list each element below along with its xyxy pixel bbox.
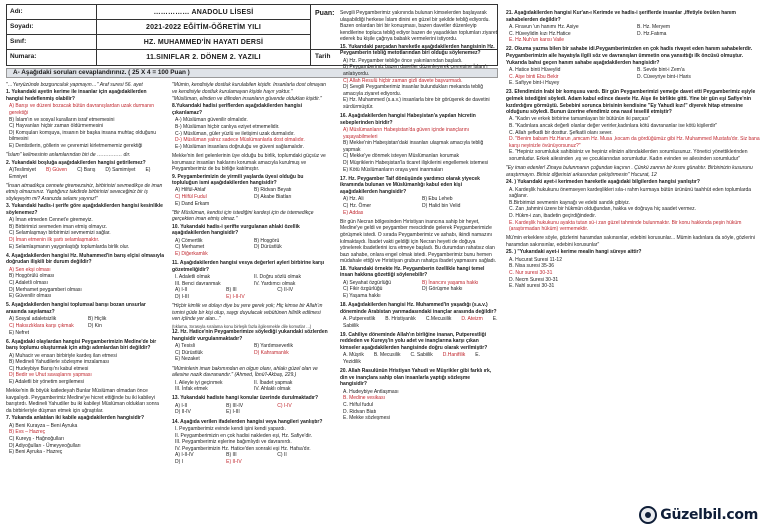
academic-year: 2021-2022 EĞİTİM-ÖĞRETİM YILI [97,20,310,35]
answer-option[interactable]: I. Adaletli olmak [175,274,211,281]
answer-option[interactable]: E. "Hepiniz sorumluluk sahibisiniz ve hepiniz elinizin altındakilerden sorumlusunuz. Yönetici yönettiklerinden sorumludur. Erkek ailesinden ,eş ve çocuklarından sorumludur. Kadın evinden ve ailesinden sorumludur" [509,149,748,163]
answer-option[interactable]: A) Barışı ve düzeni bozacak bütün davranışlardan uzak durmanın gerektiği [9,103,155,116]
answer-option[interactable]: D) II-IV [175,409,191,416]
question [172,395,330,416]
answer-option[interactable]: C) Selamlaşmayı birbirimizi sevmemizi sağlar. [9,230,111,237]
question-text: 9. Peygamberimizin de yirmili yaşlarda üyesi olduğu bu topluluğun ismi aşağıdakilerden hangisidir? [172,173,304,187]
options-inline [340,352,498,365]
question [340,332,498,366]
answer-option[interactable]: IV. Peygamberimizin Hz. Hatice'den sonraki eşi Hz. Hafsa'dır. [175,445,311,452]
answer-option[interactable]: C) Hilfül Fudul [175,194,207,201]
question-text: 5. Aşağıdakilerden hangisi toplumsal barışı bozan unsurlar arasında sayılamaz? [6,302,146,315]
answer-option[interactable]: B) Hoşgörülü olması [9,273,55,280]
answer-option[interactable]: D) Dürüstlük [254,244,282,251]
answer-option[interactable]: C) II-IV [277,287,294,294]
answer-option[interactable]: A. Hatice binti Hüveylid [509,66,561,73]
answer-option[interactable]: D. Hz.Fatıma [637,30,667,37]
question [340,10,498,111]
answer-option[interactable]: E. Kardeşlik hukukunu ayakta tutan sü-i zan güzel tahminde bulunmaktır. Bir konu hakkında peşin hüküm (araştırmadan hüküm) vermemektir. [509,219,742,233]
answer-option[interactable]: E. Yezidilik [343,352,481,366]
answer-option[interactable]: E) Addas [343,209,364,216]
question-stem: "Mümin, kendisiyle dostluk kurulabilen kişidir. İnsanlarla dost olmayan ve kendisiyle dostluk kurulamayan kişide hayır yoktur." [172,82,326,95]
answer-option[interactable]: D) Müşriklerin Habeşistan'la ticaret ilişkilerini engellemek istemesi [343,160,489,167]
answer-option[interactable]: C) Haksızlıklara karşı çıkmak [9,322,74,329]
answer-option[interactable]: E) Güvenilir olması [9,293,52,300]
name-field[interactable]: Adı: [7,5,96,20]
question [6,253,164,300]
question [6,339,164,386]
class-field[interactable]: Sınıf: [7,35,96,50]
question [172,419,330,466]
answer-option[interactable]: B. "Kadınlara ancak değerli olanlar değer verirler,kadınlara kötü davrananlar ise kötü kişilerdir" [509,123,718,130]
answer-option[interactable]: E) Nezaket [175,356,200,363]
answer-option[interactable]: A) Müslümanların Habeşistan'da güven içinde inançlarını yaşayabilmeleri [343,127,470,140]
options-list [506,116,762,162]
question [172,210,330,258]
answer-option[interactable]: E. Mekke sözleşmesi [343,415,390,422]
answer-option[interactable]: D) Merhamet peygamberi olması [9,286,82,293]
answer-option[interactable]: B) İslam'ın ve sosyal kuralların israf etmemesini [9,116,115,123]
question-text: 8.Yukarıdaki hadisi şeriflerden aşağıdakilerden hangisi çıkarılamaz? [172,103,303,116]
answer-option[interactable]: E) Emniyet [9,166,151,180]
answer-option[interactable]: C) Fikir özgürlüğü [343,286,383,293]
question-stem: Bir gün Necran bölgesinden Hıristiyan inancına sahip bir heyet, Medine'ye geldi ve peygamber mescidinde gelerek Peygamberimizle görüşmek istedi. O sırada Peygamberimiz ve ashabı, ikindi namazını kılmaktaydı. İbadet vakti geldiği için Necran heyeti de doğuya yönelerek ibadetlerini icra etmeye başladı. Bu durumdan rahatsız olan bazı sahabe, onlara engel olmak istedi. Peygamberimiz bunu hemen müdahale ettiği ve Hıristiyan grubun rahatça ibadet yapmasını sağladı. [340,218,497,265]
options-list [172,343,330,363]
options-list [6,103,164,149]
answer-option[interactable]: A) I-II [175,402,188,409]
answer-option[interactable]: C) Merhamet [175,244,205,251]
answer-option[interactable]: D) I-III [175,293,189,300]
question-extra: "Müslüman, elinden ve dilinden insanların güvende olduklan kişidir." [172,95,322,102]
question-stem: "İslam" kelimesinin anlamlarından biri de …………… dır. [6,152,131,159]
answer-option[interactable]: E) Nefret [9,329,30,336]
answer-option[interactable]: A. Firavun 'un hanımı Hz. Asiye [509,23,579,30]
options-list [6,423,164,456]
options-list [6,353,164,386]
options-list [340,280,498,300]
student-info-fields [7,5,97,65]
answer-option[interactable]: D) I [175,458,184,465]
answer-option[interactable]: C. Sabiilik [410,352,433,359]
exam-title-block [97,5,311,65]
question-stem: "Müminlerin iman bakımından en olgun olanı, ahlakı güzel olan ve ailesine nazik davranandır." (Ahmed, İbnü'l-Akbaş, 229.) [172,365,318,379]
answer-option[interactable]: D. Ateizm [461,316,483,323]
answer-option[interactable]: B-) Müslüman hiçbir canlıya eziyet etmemelidir. [175,123,280,130]
answer-option[interactable]: C) Mekke'ye dönmek isteyen Müslümanları korumak [343,153,459,160]
question [506,46,762,86]
answer-option[interactable]: IV. Ahlaklı olmak [254,386,291,393]
question [6,302,164,336]
options-list [6,217,164,250]
answer-option[interactable]: E. Hz.Nuh'un karısı Vaile [509,37,565,44]
question-text: 7. Yukarıda anlatılan iki kabile aşağıdakilerden hangisidir? [6,415,145,422]
answer-option[interactable]: D) Bedir ve Uhut savaşlarını yapması [9,372,92,379]
question [340,368,498,422]
answer-option[interactable]: E) Beni Ayruka - Hazreç [9,449,63,456]
answer-option[interactable]: B) Medineli Yahudilerle sözleşme imzalaması [9,359,110,366]
answer-option[interactable]: B) Yardımseverlik [254,343,293,350]
question [6,152,164,180]
question-text: 16. Aşağıdakilerden hangisi Habeşistan'a yapılan hicretin sebeplerinden biridir? [340,113,476,126]
options-list [506,67,762,87]
question [6,388,164,456]
column-4 [506,10,762,522]
answer-option[interactable]: E) Selamlaşmanın yaygınlaştığı toplumlarda birlik olur. [9,243,130,250]
options-grid [172,287,330,300]
answer-option[interactable]: C) Hayvanları hiçbir zaman öldürmemesini [9,123,104,130]
answer-option[interactable]: E) I-II-IV [226,293,245,300]
answer-option[interactable]: B) Güven [45,166,68,173]
question-text: 22. Okuma yazma bilen bir sahabe idi.Peygamberimizden en çok hadis rivayet eden hanım sahabelerdir. Peygamberimizin aile hayatıyla ilgili söz ve davranışları ümmetin ona yansıttığı ilk öncüsü olmuştur. Yukarıda bahsi geçen hanım sahabe aşağıdakilerden hangisidir? [506,46,753,66]
answer-option[interactable]: D) Adiyoğulları - Ümeyyeoğulları [9,442,81,449]
answer-option[interactable]: E. Safiyye bint-i Huyey [509,80,560,87]
logo-text: Güzelbil.com [660,506,758,523]
answer-option[interactable]: C) Adaletli olması [9,279,48,286]
answer-option[interactable]: A) Hz. Peygamber tebliğe önce yakınlarından başladı. [343,57,463,64]
question-text: 2. Yukarıdaki boşluğa aşağıdakilerden hangisi getirilemez? [6,159,146,166]
options-inline [6,167,164,180]
question [172,303,330,363]
answer-option[interactable]: B) III [226,287,237,294]
question-text: 10. Yukarıdaki hadis-i şerifte vurgulanan ahlaki özellik aşağıdakilerden hangisidir? [172,223,300,237]
question-stem: "Bir Müslüman, kendisi için istediğini kardeşi için de istemedikçe gerçekten iman etmiş olmaz." [172,209,314,223]
question [340,113,498,173]
answer-option[interactable]: E) Diğerkamlık [175,251,208,258]
options-grid [172,452,330,465]
question [172,366,330,393]
answer-option[interactable]: C. Hılful fudul [343,401,374,408]
answer-option[interactable]: E) Kötü Müslümanların oraya yeni inanmaları [343,166,444,173]
answer-option[interactable]: B. Mecusilik [373,352,401,359]
options-list [340,196,498,216]
question-text: 12. Hz. Hatice'nin Peygamberimize söylediği yukarıdaki sözlerden hangisidir vurgulanmaktadır? [172,329,328,342]
answer-option[interactable]: III. Benci davranmak [175,280,221,287]
answer-option[interactable]: A. "Kadın ve erkek birbirine tamamlayan bir bütünün iki parçası" [509,116,651,123]
options-list [172,187,330,207]
answer-option[interactable]: E) I-III [226,409,240,416]
question-text: 15. Yukarıdaki parçadan hareketle aşağıdakilerden hangisinin Hz. Peygamberin tebliğ metotlarından biri olduğu söylenemez? [340,43,495,57]
question [172,260,330,300]
question [506,89,762,162]
answer-option[interactable]: C) Barış [77,166,96,173]
answer-option[interactable]: B. Medine vesikası [343,395,385,402]
question-stem: "…Yeryüzünde bozgunculuk yapmayın…" Araf suresi 56. ayet [6,82,143,88]
answer-option[interactable]: E) Yaşama hakkı [343,292,381,299]
answer-option[interactable]: A-) Müslüman güvenilir olmalıdır. [175,117,248,124]
answer-option[interactable]: C. Zan ,tahmini üzere bir hükmün olduğundan, hakka ve doğruya hiç saadet vermez. [509,206,697,213]
question-stem: "İnsan atmadıkça cennete giremezsiniz, birbirinizi sevmedikçe de iman etmiş olmazsınız. Yaptığınız takdirde birbirinizi seveceğiniz bir iş söyleyeyim mi? Aranızda selamı yayınız!" [6,182,163,202]
answer-option[interactable]: C) Allah Resulü hiçbir zaman gizli davete başvurmadı. [343,77,463,84]
question-stem: Mü'min erkeklere söyle, gözlerini haramdan sakınsınlar, edebini korusunlar... Mümin kadınlara da söyle, gözlerini haramdan sakınsınlar, edebini korusunlar" [506,235,755,248]
question-text: 3. Yukarıdaki hadis-i şerife göre aşağıdakilerden hangisi kesinlikle söylenemez? [6,203,163,216]
answer-option[interactable]: E) Dentistlerin, göllerin ve çevremizi kirletmememiz gerektiği [9,142,143,149]
logo-icon [639,506,657,524]
question-stem: Mekke'nin ileri gelenlerinin üye olduğu bu birlik, toplumdaki güçsüz ve korumasız insanları haklarını korumak amacıyla kurulmuş ve Peygamberimiz de bu birliğe katılmıştır. [172,152,326,173]
question-note: (tıklama, Sırasıyla sıralama konu birleşik fazla ilgilenmekle dile komutlar ...) [172,323,312,329]
answer-option[interactable]: D. Cüveyriye bint-i Haris [637,73,691,80]
answer-option[interactable]: C) Hudeybiye Barışı'nı kabul etmesi [9,365,89,372]
answer-option[interactable]: A) I-II [175,287,188,294]
answer-option[interactable]: C. Nur suresi 30-31 [509,269,553,276]
options-grid [172,403,330,416]
answer-option[interactable]: C. Allah şefkatli bir dosttur. Şefkatli olanı sever. [509,129,613,136]
answer-option[interactable]: D.Hanifilik [442,352,466,359]
instructions-banner: A- Aşağıdaki soruları cevaplandırınız. ( 25 X 4 = 100 Puan ) [6,68,498,78]
options-list [340,58,498,111]
answer-option[interactable]: D. Ridvan Biatı [343,408,377,415]
answer-option[interactable]: IV. Yardımcı olmak [254,280,296,287]
answer-option[interactable]: D) Sevgili Peygamberimiz insanlar bulundukları mekanda tebliğ amacıyla ziyaret ediyordu. [343,84,484,97]
answer-option[interactable]: D) Görüşme hakkı [422,286,463,293]
answer-option[interactable]: D. "Benim babam Hz.Harun ,amcam Hz. Musa ,kocam da gördüğümüz gibi Hz. Muhammed Mustafa'dır. Siz bana karşı neyinizle övünüyorsunuz?" [509,136,760,149]
answer-option[interactable]: C. Aişe binti Ebu Bekir [509,73,559,80]
answer-option[interactable]: A) İman etmeden Cennet'e giremeyiz. [9,217,93,224]
answer-option[interactable]: B) Birbirimizi sevmeden iman etmiş olmayız. [9,223,108,230]
answer-option[interactable]: D-) Müslüman yalnız sadece Müslümanlarla dost olmalıdır. [175,137,305,144]
answer-option[interactable]: II. Peygamberimizin en çok hadisi nakleden eşi, Hz. Safiye'dir. [175,432,313,439]
answer-option[interactable]: A. Putperestlik [343,316,376,323]
options-list [172,274,330,287]
question [172,153,330,207]
question [340,302,498,329]
surname-field[interactable]: Soyadı: [7,20,96,35]
answer-option[interactable]: B) İnancını yaşama hakkı [422,279,479,286]
question-stem: Sevgili Peygamberimiz yakınında bulunan kimselerden başlayarak ulaşabildiği herkese İslam dinini en güzel bir şekilde tebliğ ediyordu. Bazen onlardan biri bir konuşması, bazen davetler düzenleyip kendilerine topluca tebliğ ediyor bazen de yaşadıkları toplumları ziyaret ederek bu kişile çağrıya babalık vermelerini istiyordu. [340,10,498,43]
answer-option[interactable]: I. Peygamberimiz evinde kendi işini kendi yapardı. [175,425,286,432]
question-text: 20. Allah Rasulünün Hristiyan Yahudi ve Müşrikler gibi farklı ırk, din ve inançlara sahip olan insanlarla yaptığı sözleşme hangisidir? [340,368,492,388]
answer-option[interactable]: A)Teslimiyet [9,166,36,173]
answer-option[interactable]: B) Evs – Hazreç [9,429,46,436]
answer-option[interactable]: A) Muhacir ve ensarı birbiriyle kardeş ilan etmesi [9,352,117,359]
answer-option[interactable]: B) Hiçlik [88,316,107,323]
question-text: 19. Cahiliye döneminde Allah'ın birliğine inanan, Putperestliği reddeden ve Kureyş'in yolu adet ve inançlarına karşı çıkan kimseler aşağıdakilerden hangisinde doğru olarak verilmiştir? [340,331,488,352]
options-list [172,117,330,150]
question [506,10,762,44]
answer-option[interactable]: B. Sevde bint-i Zem'a [637,66,685,73]
answer-option[interactable]: D) Komşuları komşuya, insanın bir başka insana muhtaç olduğunu bilmesini [9,129,157,143]
question-text: 18. Yukarıdaki örnekte Hz. Peygamberin özellikle hangi temel insan hakkına gözettiği söylenebilir? [340,265,485,279]
answer-option[interactable]: D. Necm Suresi 30-31 [509,276,559,283]
answer-option[interactable]: B) III [226,452,237,459]
answer-option[interactable]: A) Hz. Ali [343,196,364,203]
options-list [6,267,164,300]
answer-option[interactable]: D. Hükm-i zan, ibadetin geçirdiğindedir. [509,212,596,219]
answer-option[interactable]: C) Dürüstlük [175,349,203,356]
answer-option[interactable]: A) Cömertlik [175,237,203,244]
answer-option[interactable]: A) Hilfül-Ahlaf [175,187,206,194]
question-text: 17. Hz. Peygamber Taif dönüşünde yardımcı olarak yiyecek ikramında bulunan ve Müslümanlığı kabul eden kişi aşağıdakilerden hangisidir? [340,175,480,196]
question [6,183,164,251]
options-list [6,316,164,336]
answer-option[interactable]: A. Kardeşlik hukukunu önemseyen kardeşlikleri sıla-ı rahm kurmaya bütün ürününü taahhüt eden toplumlarda sağlanır. [509,186,752,200]
answer-option[interactable]: II. Doğru sözlü olmak [254,274,301,281]
answer-option[interactable]: B) Mekke'nin Habeşistan'daki insanları ulaşmak amacıyla tebliğ yapmak [343,140,484,153]
answer-option[interactable]: C) I-IV [277,402,292,409]
column-2 [172,82,330,522]
question-text: 13. Yukarıdaki hadiste hangi konular üzerinde durulmaktadır? [172,395,319,402]
answer-option[interactable]: A. Hudeybiye Antlaşması [343,388,399,395]
answer-option[interactable]: C. Hüveylidin kızı Hz.Hatice [509,30,571,37]
answer-option[interactable]: II. İbadet yapmak [254,379,293,386]
question [506,165,762,233]
answer-option[interactable]: A) Tesisli [175,343,195,350]
exam-sheet [6,4,762,524]
answer-option[interactable]: C.Mecusilik [425,316,452,323]
number-field[interactable]: Numara: [10,53,37,60]
options-list [172,426,330,452]
exam-term: 11.SINIFLAR 2. DÖNEM 2. YAZILI [146,54,261,61]
answer-option[interactable]: D) İman etmenin ilk şartı selamlaşmaktır. [9,237,100,244]
answer-option[interactable]: C) II [277,452,287,459]
answer-option[interactable]: E. Nahl suresi 30-31 [509,283,555,290]
question-text: 6. Aşağıdaki olaylardan hangisi Peygamberimizin Medine'de bir barış toplumu oluşturmak için attığı adımlardan biri değildir? [6,338,157,352]
options-list [506,187,762,233]
answer-option[interactable]: A) Seyahat özgürlüğü [343,279,392,286]
answer-option[interactable]: D) Akabe Biatları [254,194,292,201]
answer-option[interactable]: B) Ebu Leheb [422,196,453,203]
answer-option[interactable]: B.Birbirimizi sevmenin kaynağı ve edebi sandık gibiyiz. [509,199,631,206]
question-text: 21. Aşağıdakilerden hangisi Kur'an-ı Kerimde ve hadis-i şeriflerde insanlar ,iffetiyle övülen hanım sahabelerden değildir? [506,10,736,23]
options-inline [340,316,498,329]
options-list [172,238,330,258]
answer-option[interactable]: E) Dand Erkam [175,200,210,207]
question-text: 11. Aşağıdakilerden hangisi vesya değerleri ayleri birbirine karşı gözetmeliğidir? [172,260,325,273]
answer-option[interactable]: A. Müşrik [343,352,364,359]
answer-option[interactable]: B) Peygamberimiz bazen davetler düzenleyerek çevresine İslam'ı anlatıyordu. [343,64,488,77]
course-name: HZ. MUHAMMED'İN HAYATI DERSİ [97,35,310,50]
answer-option[interactable]: A) I-II-IV [175,452,194,459]
question-text: 25. ) "Yukarıdaki ayet-i kerime mealin hangi süreye aittir? [506,249,642,256]
question [6,82,164,150]
question-text: 4. Aşağıdakilerden hangisi Hz. Muhammed'in barış elçisi olmasıyla doğrudan ilişkili bir durum değildir? [6,252,164,266]
question [172,82,330,150]
answer-option[interactable]: A) Sen ekşi olması [9,266,51,273]
answer-option[interactable]: C-) Müslüman, güler yüzlü ve iletişimi uzak durmalıdır. [175,130,295,137]
options-list [506,257,762,290]
answer-option[interactable]: C) Kureyş - Hağnoğulları [9,436,65,443]
question-text: 23. Efendimizin Irabi bir komşusu vardı. Bir gün Peygamberimizi yemeğe davet etti Peygamberimiz eşiyle gelmek istediğini söyledi. Adam kabul edince davete Hz. Aişe ile birlikte gitti. Yine bir gün eşi Safiye'nin kızdırdığını görmüştü. Sebebini sorunca birisinin kendisine "Ey Yahudi kızı!" diyerek hitap etmesine olduğunu söyledi. Bunun üzerine efendimiz ona nasıl tesellil etmiştir? [506,89,756,116]
column-1 [6,82,164,522]
answer-option[interactable]: III. İnfak etmek [175,386,208,393]
answer-option[interactable]: A) Sosyal adaletsizlik [9,316,57,323]
answer-option[interactable]: B. Hz. Meryem [637,23,671,30]
question-text: 18. Aşağıdakilerden hangisi Hz. Muhammed'in yaşadığı (s.a.v.) döneminde Arabistan yarımadasındaki inançlar arasında değildir? [340,302,497,315]
question [506,235,762,289]
school-name: …………… ANADOLU LİSESİ [97,5,310,20]
answer-option[interactable]: E) II-IV [226,458,242,465]
answer-option[interactable]: D) Kahramanlık [254,349,289,356]
options-list [340,389,498,422]
question-text: 24. ) Yukarıdaki ayet-i kerimeden hareketle aşağıdaki bilgilerden hangisi yanlıştır? [506,179,700,186]
options-list [340,127,498,173]
question-stem: "Hiçbir kimlik ve dolayı diye bu yere gerek yok; Hiç kimse bir Allah'ın ismini güde bir kişi olup, saygı duyulacak vebütünen hilirlik edilmesi ven içlinde yer alan..." [172,303,323,323]
answer-option[interactable]: III. Peygamberimiz eşlerine bağımlıydı ve davranırdı. [175,439,292,446]
answer-option[interactable]: E. Sabiilik [343,316,498,329]
answer-option[interactable]: E-) Müslüman insanlara doğruluğu ve güveni sağlamalıdır. [175,143,304,150]
score-field[interactable]: Puan: [311,5,497,50]
question-stem: "Ey iman edenler! Zinaya bulunmanın çoğundan kaçının . Çünkü zannın bir kısmı günahtır. Birbirinizin kusurunu araştırmayın. Biriniz diğerinizi arkasından çekiştirmesin" Hucurat, 12 [506,165,753,178]
answer-option[interactable]: D) Samimiyet [105,166,136,173]
answer-option[interactable]: C) Hz. Ömer [343,203,372,209]
question [340,176,498,216]
answer-option[interactable]: A. Hucurat Suresi 11-12 [509,256,562,263]
answer-option[interactable]: B) III-IV [226,402,244,409]
column-3 [340,10,498,522]
answer-option[interactable]: B. Hristiyanlık [385,316,416,323]
answer-option[interactable]: B. Nisa suresi 35-36 [509,263,555,270]
question-stem: Mekke'nin ilk böyük katledeyah Bunlar Müslüman olmadan önce kavgalıydı. Peygamberimiz Medine'ye hicret ettiğinde bu iki kabileyi barıştırdı. Medineli Yahudiler bu iki kabileyi Müslüman oldukları sonra da birbirleriyle düşman etmek için uğraştılar. [6,388,159,415]
answer-option[interactable]: A) Beni Kurayza – Beni Ayruka [9,422,78,429]
date-field[interactable]: Tarih [315,53,331,60]
answer-option[interactable]: D) Kin [88,322,102,329]
answer-option[interactable]: E) Hz. Muhammed (s.a.v.) insanlarla bire bir görüşerek de davetini sürdürmüştür. [343,97,490,110]
answer-option[interactable]: D) Halid bin Velid [422,203,461,209]
question-text: 14. Aşağıda verilen ifadelerden hangisi veya hangileri yanlıştır? [172,418,323,425]
site-logo[interactable] [639,506,758,524]
options-list [506,24,762,44]
question-text: 1. Yukarıdaki ayetin kerime ile insanlar için aşağıdakilerden hangisi hedeflenmiş olabilir? [6,89,147,102]
options-list [172,380,330,393]
answer-option[interactable]: B) Hoşgörü [254,237,280,244]
question [340,219,498,300]
answer-option[interactable]: B) Ridvan Beyatı [254,187,292,194]
answer-option[interactable]: I. Aileyle iyi geçinmek [175,379,223,386]
answer-option[interactable]: E) Adaletli bir yönetim sergilemesi [9,379,85,386]
